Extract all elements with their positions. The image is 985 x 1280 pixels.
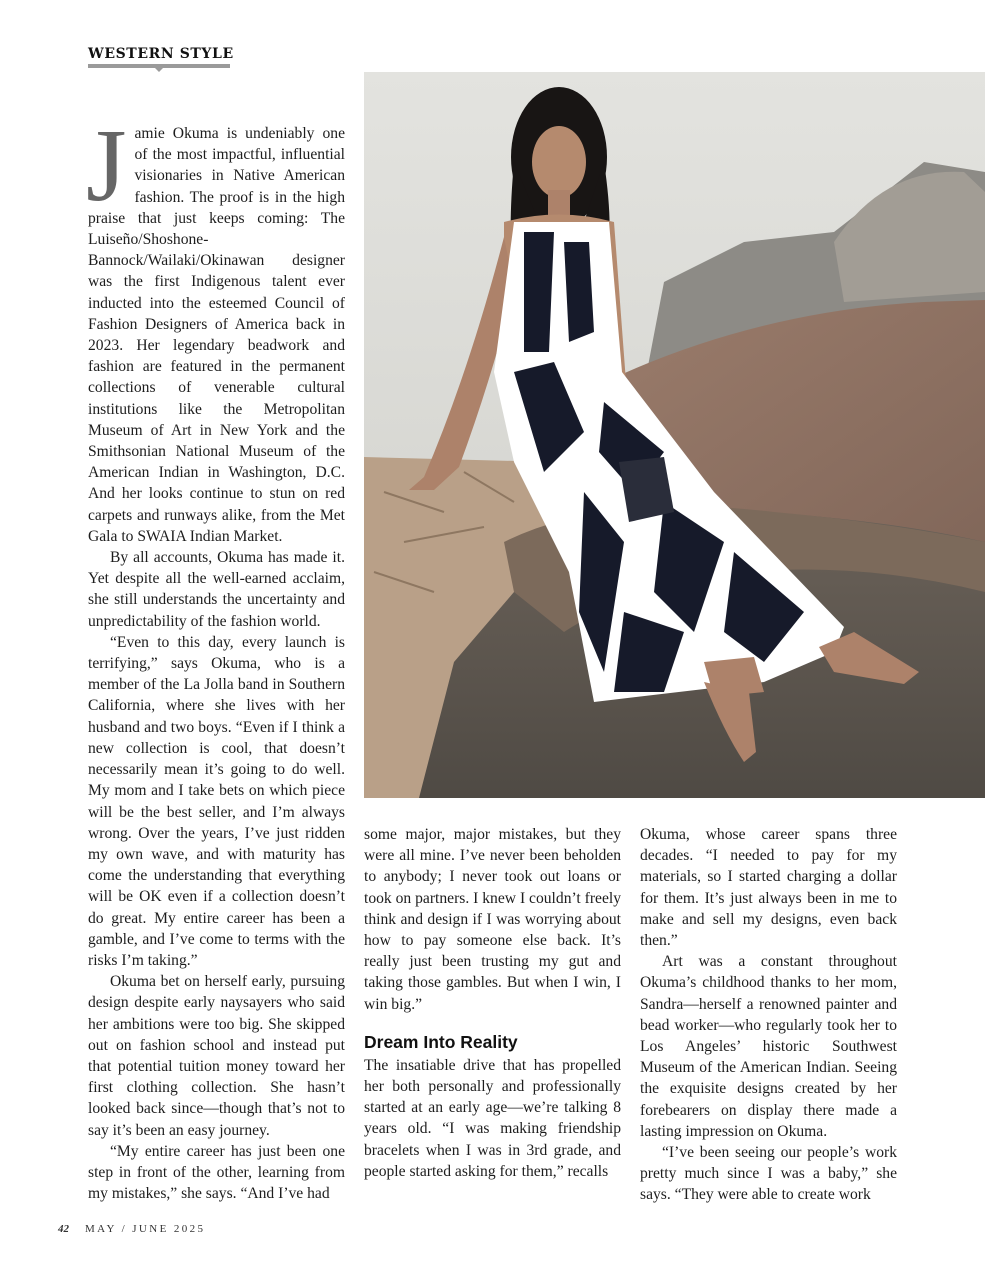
page-footer: [58, 1223, 205, 1235]
article-paragraph: “My entire career has just been one step in front of the other, learning from my mistakes,” she says. “And I’ve had: [88, 1142, 345, 1203]
drop-cap: J: [86, 108, 127, 223]
section-label: WESTERN STYLE: [88, 46, 234, 62]
article-paragraph: By all accounts, Okuma has made it. Yet despite all the well-earned acclaim, she still understands the uncertainty and unpredictability of the fashion world.: [88, 549, 345, 630]
article-paragraph: some major, major mistakes, but they were all mine. I’ve never been beholden to anybody; I never took out loans or took on partners. I knew I couldn’t freely think and design if I was worrying about how to pay someone else back. It’s really just been trusting my gut and taking those gambles. But when I win, I win big.”: [364, 826, 621, 1013]
article-paragraph: “I’ve been seeing our people’s work pretty much since I was a baby,” she says. “They were able to create work: [640, 1144, 897, 1204]
article-paragraph: Okuma, whose career spans three decades. “I needed to pay for my materials, so I started charging a dollar for them. It’s just always been in me to make and sell my designs, even back then.”: [640, 826, 897, 950]
article-column-1: [86, 108, 345, 1203]
article-subhead: Dream Into Reality: [364, 1031, 518, 1052]
article-paragraph: The insatiable drive that has propelled her both personally and professionally started at an early age—we’re talking 8 years old. “I was making friendship bracelets when I was in 3rd grade, and people started asking for them,” recalls: [364, 1056, 621, 1180]
page-number: 42: [58, 1223, 69, 1235]
article-column-2: [364, 824, 621, 1194]
article-paragraph: Art was a constant throughout Okuma’s childhood thanks to her mom, Sandra—herself a renowned painter and bead worker—who regularly took her to Los Angeles’ historic Southwest Museum of the American Indian. Seeing the exquisite designs created by her forebearers on display there made a lasting impression on Okuma.: [640, 953, 897, 1140]
section-rule-notch: [155, 68, 163, 72]
article-paragraph: Okuma bet on herself early, pursuing design despite early naysayers who said her ambitions were too big. She skipped out on fashion school and instead put that potential tuition money toward her first clothing collection. She hasn’t looked back since—though that’s not to say it’s been an easy journey.: [88, 973, 345, 1139]
article-paragraph: Jamie Okuma is undeniably one of the most impactful, influential visionaries in Native American fashion. The proof is in the high praise that just keeps coming: The Luiseño/Shoshone-Bannock/Wailaki/Okinawan designer was the first Indigenous talent ever inducted into the esteemed Council of Fashion Designers of America back in 2023. Her legendary beadwork and fashion are featured in the permanent collections of venerable cultural institutions like the Metropolitan Museum of Art in New York and the Smithsonian National Museum of the American Indian in Washington, D.C. And her looks continue to stun on red carpets and runways alike, from the Met Gala to SWAIA Indian Market.: [86, 108, 345, 545]
photo-model-on-rocks: [364, 72, 985, 798]
article-column-3: [640, 824, 897, 1204]
article-paragraph: “Even to this day, every launch is terrifying,” says Okuma, who is a member of the La Jolla band in Southern California, where she lives with her husband and two boys. “Even if I think a new collection is cool, that doesn’t necessarily mean it’s going to do well. My mom and I take bets on which piece will be the best seller, and I’m always wrong. Over the years, I’ve just ridden my own wave, and with maturity has come the understanding that everything will be OK even if a collection doesn’t do great. My entire career has been a gamble, and I’ve come to terms with the risks I’m taking.”: [88, 633, 345, 969]
issue-date: MAY / JUNE 2025: [85, 1223, 206, 1235]
